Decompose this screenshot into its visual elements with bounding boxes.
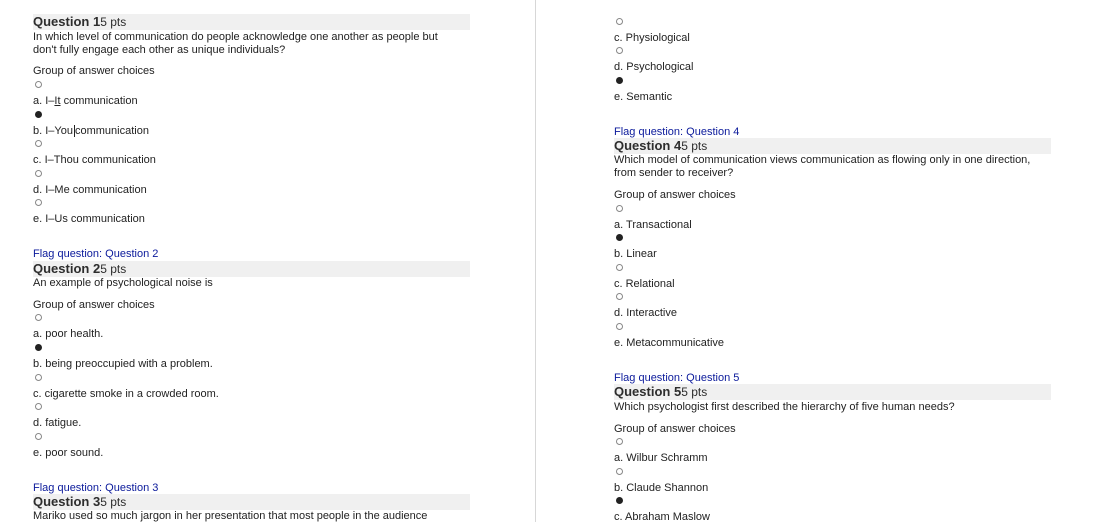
- option-q3-c[interactable]: c. Physiological: [614, 32, 690, 44]
- radio-q4-e[interactable]: [616, 323, 623, 330]
- option-q1-b[interactable]: [33, 125, 149, 137]
- group-label: Group of answer choices: [33, 299, 155, 311]
- option-q3-d[interactable]: d. Psychological: [614, 61, 694, 73]
- radio-q1-d[interactable]: [35, 170, 42, 177]
- question-2-header: [33, 261, 470, 277]
- question-4-text: Which model of communication views communication as flowing only in one direction, from sender to receiver?: [614, 154, 1031, 179]
- group-label: Group of answer choices: [614, 189, 736, 201]
- question-1-text: In which level of communication do people acknowledge one another as people but don't fully engage each other as unique individuals?: [33, 31, 438, 56]
- option-q5-a[interactable]: a. Wilbur Schramm: [614, 452, 708, 464]
- option-q2-e[interactable]: e. poor sound.: [33, 447, 104, 459]
- option-q1-c[interactable]: c. I–Thou communication: [33, 154, 156, 166]
- question-5-text: Which psychologist first described the hierarchy of five human needs?: [614, 401, 955, 413]
- flag-question-3-link[interactable]: Flag question: Question 3: [33, 482, 159, 494]
- option-q4-c[interactable]: c. Relational: [614, 278, 675, 290]
- radio-q5-c[interactable]: [616, 497, 623, 504]
- question-4-header: [614, 138, 1051, 154]
- radio-q5-a[interactable]: [616, 438, 623, 445]
- option-label: communication: [74, 125, 149, 137]
- radio-q3-d[interactable]: [616, 47, 623, 54]
- question-1-header: [33, 14, 470, 30]
- option-q2-a[interactable]: a. poor health.: [33, 328, 104, 340]
- radio-q5-b[interactable]: [616, 468, 623, 475]
- question-points: 5 pts: [681, 139, 708, 153]
- radio-q1-b[interactable]: [35, 111, 42, 118]
- spell-underline: It: [54, 95, 61, 107]
- option-q4-e[interactable]: e. Metacommunicative: [614, 337, 725, 349]
- option-q5-b[interactable]: b. Claude Shannon: [614, 482, 709, 494]
- option-q2-c[interactable]: c. cigarette smoke in a crowded room.: [33, 388, 219, 400]
- radio-q2-c[interactable]: [35, 374, 42, 381]
- option-q5-c[interactable]: c. Abraham Maslow: [614, 511, 710, 523]
- radio-q4-c[interactable]: [616, 264, 623, 271]
- question-points: 5 pts: [100, 495, 127, 509]
- option-q2-d[interactable]: d. fatigue.: [33, 417, 82, 429]
- group-label: Group of answer choices: [33, 65, 155, 77]
- question-points: 5 pts: [100, 262, 127, 276]
- radio-q2-a[interactable]: [35, 314, 42, 321]
- flag-question-4-link[interactable]: Flag question: Question 4: [614, 126, 740, 138]
- radio-q1-c[interactable]: [35, 140, 42, 147]
- radio-q2-b[interactable]: [35, 344, 42, 351]
- radio-q3-e[interactable]: [616, 77, 623, 84]
- option-q3-e[interactable]: e. Semantic: [614, 91, 673, 103]
- question-title: Question 3: [33, 494, 101, 509]
- question-2-text: An example of psychological noise is: [33, 277, 213, 289]
- radio-q4-a[interactable]: [616, 205, 623, 212]
- option-label: a. I–: [33, 95, 55, 107]
- question-3-header: [33, 494, 470, 510]
- question-title: Question 5: [614, 384, 682, 399]
- radio-q1-e[interactable]: [35, 199, 42, 206]
- option-q1-e[interactable]: e. I–Us communication: [33, 213, 145, 225]
- question-5-header: [614, 384, 1051, 400]
- question-3-text: Mariko used so much jargon in her presentation that most people in the audience: [33, 510, 428, 522]
- question-title: Question 2: [33, 261, 101, 276]
- radio-q1-a[interactable]: [35, 81, 42, 88]
- option-label: b. I–You: [33, 125, 73, 137]
- radio-q4-d[interactable]: [616, 293, 623, 300]
- option-q4-b[interactable]: b. Linear: [614, 248, 657, 260]
- flag-question-5-link[interactable]: Flag question: Question 5: [614, 372, 740, 384]
- option-q4-d[interactable]: d. Interactive: [614, 307, 677, 319]
- question-points: 5 pts: [100, 15, 127, 29]
- radio-q2-d[interactable]: [35, 403, 42, 410]
- flag-question-2-link[interactable]: Flag question: Question 2: [33, 248, 159, 260]
- option-q2-b[interactable]: b. being preoccupied with a problem.: [33, 358, 213, 370]
- question-title: Question 4: [614, 138, 682, 153]
- option-q4-a[interactable]: a. Transactional: [614, 219, 692, 231]
- option-label: communication: [60, 95, 138, 107]
- column-divider: [535, 0, 536, 522]
- radio-q4-b[interactable]: [616, 234, 623, 241]
- question-points: 5 pts: [681, 385, 708, 399]
- radio-q2-e[interactable]: [35, 433, 42, 440]
- question-title: Question 1: [33, 14, 101, 29]
- option-q1-a[interactable]: [33, 95, 138, 107]
- option-q1-d[interactable]: d. I–Me communication: [33, 184, 147, 196]
- group-label: Group of answer choices: [614, 423, 736, 435]
- radio-q3-c[interactable]: [616, 18, 623, 25]
